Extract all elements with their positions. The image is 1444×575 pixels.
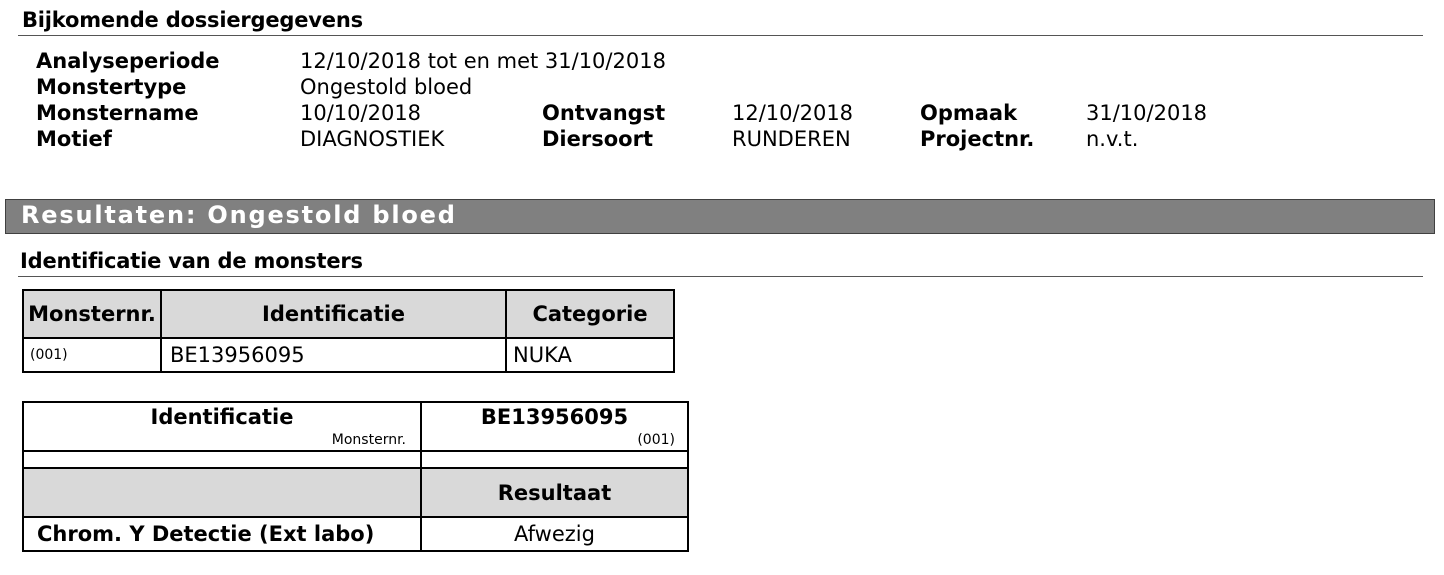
- field-value-monstertype: Ongestold bloed: [300, 75, 473, 99]
- field-label-monstertype: Monstertype: [36, 75, 187, 99]
- section-divider: [18, 35, 1423, 36]
- field-label-monstername: Monstername: [36, 101, 199, 125]
- results-banner: [5, 199, 1435, 234]
- field-value-diersoort: RUNDEREN: [732, 127, 851, 151]
- blank-header-cell: [23, 468, 421, 517]
- results-banner-title: Resultaten: Ongestold bloed: [21, 201, 457, 229]
- id-header-cell: [23, 402, 421, 451]
- sample-id-cell: [421, 402, 688, 451]
- cell-identificatie: BE13956095: [161, 338, 506, 372]
- id-header-label: Identificatie: [150, 405, 294, 429]
- sample-nr: (001): [637, 432, 675, 448]
- field-value-opmaak: 31/10/2018: [1086, 101, 1208, 125]
- result-table: [22, 401, 689, 552]
- field-value-projectnr: n.v.t.: [1086, 127, 1139, 151]
- section-title-dossier: Bijkomende dossiergegevens: [22, 8, 363, 32]
- table-header-row: [23, 290, 674, 338]
- field-value-analyseperiode: 12/10/2018 tot en met 31/10/2018: [300, 49, 666, 73]
- spacer-row: [23, 451, 688, 468]
- field-value-motief: DIAGNOSTIEK: [300, 127, 445, 151]
- test-name: Chrom. Y Detectie (Ext labo): [23, 517, 421, 551]
- field-label-diersoort: Diersoort: [542, 127, 653, 151]
- table-row: [23, 517, 688, 551]
- column-header-resultaat: Resultaat: [421, 468, 688, 517]
- field-label-opmaak: Opmaak: [920, 101, 1018, 125]
- section-title-identificatie: Identificatie van de monsters: [20, 249, 363, 273]
- table-row: [23, 338, 674, 372]
- sample-id: BE13956095: [480, 405, 629, 429]
- section-divider: [18, 276, 1423, 277]
- column-header-monsternr: Monsternr.: [23, 290, 161, 338]
- field-label-motief: Motief: [36, 127, 112, 151]
- field-value-ontvangst: 12/10/2018: [732, 101, 854, 125]
- monsternr-label: Monsternr.: [331, 432, 406, 448]
- test-result: Afwezig: [421, 517, 688, 551]
- cell-categorie: NUKA: [506, 338, 674, 372]
- identification-table: [22, 289, 675, 373]
- field-label-ontvangst: Ontvangst: [542, 101, 666, 125]
- spacer-cell: [23, 451, 421, 468]
- cell-monsternr: (001): [23, 338, 161, 372]
- column-header-categorie: Categorie: [506, 290, 674, 338]
- result-header-row: [23, 468, 688, 517]
- result-id-row: [23, 402, 688, 451]
- field-value-monstername: 10/10/2018: [300, 101, 422, 125]
- column-header-identificatie: Identificatie: [161, 290, 506, 338]
- field-label-projectnr: Projectnr.: [920, 127, 1035, 151]
- spacer-cell: [421, 451, 688, 468]
- field-label-analyseperiode: Analyseperiode: [36, 49, 220, 73]
